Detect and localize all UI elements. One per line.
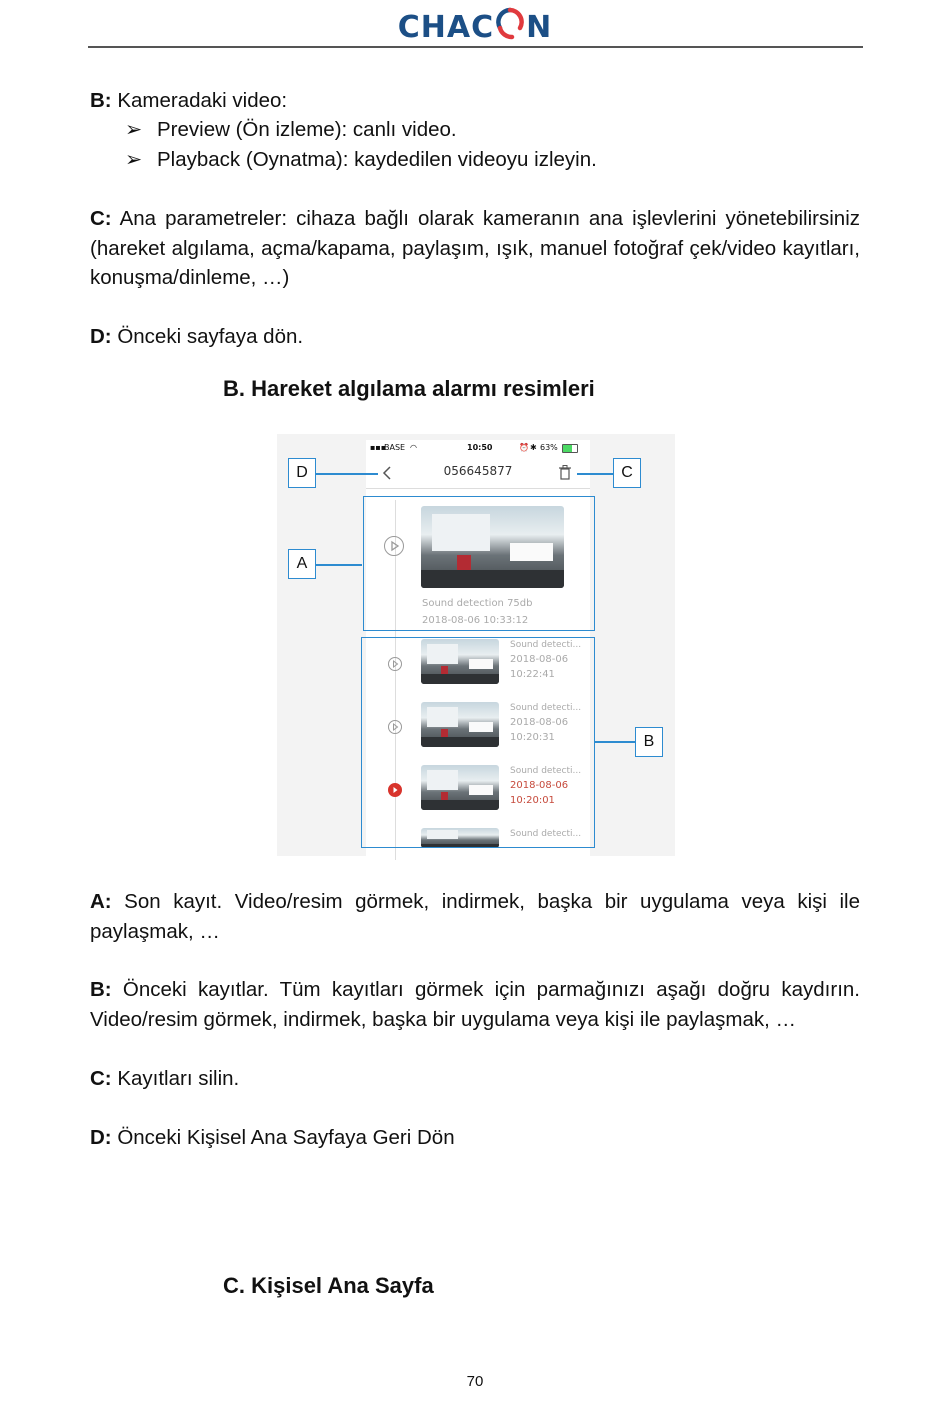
description-c-label: C: [90, 1067, 112, 1090]
logo-o-icon [495, 6, 525, 36]
callout-arrow-c [577, 473, 613, 475]
section-c [90, 204, 860, 293]
main-record-date: 2018-08-06 10:33:12 [422, 615, 529, 626]
description-b-label: B: [90, 978, 112, 1001]
section-d-text: Önceki sayfaya dön. [111, 325, 304, 348]
description-b-text: Önceki kayıtlar. Tüm kayıtları görmek için parmağınızı aşağı doğru kaydırın. Video/resim görmek, indirmek, başka bir uygulama veya kişi ile paylaşmak, … [90, 978, 860, 1031]
signal-icon: ▪▪▪ [370, 443, 387, 452]
description-a-label: A: [90, 890, 112, 913]
description-b [90, 975, 860, 1034]
logo-text-right: N [526, 10, 553, 45]
wifi-icon: ◠ [410, 443, 417, 452]
page-number: 70 [466, 1373, 484, 1390]
app-screenshot-figure [277, 434, 675, 856]
callout-label-c: C [613, 458, 641, 488]
description-d-text: Önceki Kişisel Ana Sayfaya Geri Dön [111, 1126, 455, 1149]
record-time: 10:22:41 [510, 669, 555, 680]
section-b-label: B: [90, 89, 112, 112]
description-a-text: Son kayıt. Video/resim görmek, indirmek, başka bir uygulama veya kişi ile paylaşmak, … [90, 890, 860, 943]
battery-icon [562, 444, 578, 453]
logo-text-left: CHAC [397, 10, 495, 45]
callout-box-b [361, 637, 595, 848]
heading-personal-home: C. Kişisel Ana Sayfa [223, 1273, 434, 1298]
main-record-label: Sound detection 75db [422, 598, 533, 609]
section-d-label: D: [90, 325, 112, 348]
title-bar [366, 456, 590, 489]
callout-box-a [363, 496, 595, 631]
record-label: Sound detecti... [510, 703, 582, 713]
section-c-text: Ana parametreler: cihaza bağlı olarak kameranın ana işlevlerini yönetebilirsiniz (hareket algılama, açma/kapama, paylaşım, ışık, manuel fotoğraf çek/video kayıtları, konuşma/dinleme, …) [90, 207, 860, 289]
bullet-arrow-icon: ➢ [125, 148, 143, 171]
description-d-label: D: [90, 1126, 112, 1149]
status-time: 10:50 [467, 443, 493, 452]
trash-icon[interactable] [559, 465, 571, 480]
device-id-title: 056645877 [443, 464, 513, 478]
carrier-name: BASE [384, 443, 406, 452]
record-time: 10:20:31 [510, 732, 555, 743]
callout-label-b: B [635, 727, 663, 757]
bullet-preview [125, 115, 457, 145]
battery-percent: 63% [540, 443, 558, 452]
description-c [90, 1064, 860, 1094]
record-date: 2018-08-06 [510, 717, 569, 728]
record-date: 2018-08-06 [510, 654, 569, 665]
chacon-logo [0, 6, 950, 45]
record-date: 2018-08-06 [510, 780, 569, 791]
section-b-text: Kameradaki video: [111, 89, 288, 112]
description-a [90, 887, 860, 946]
description-d [90, 1123, 860, 1153]
record-label: Sound detecti... [510, 829, 582, 839]
callout-label-d: D [288, 458, 316, 488]
alarm-icon: ⏰ [519, 443, 529, 452]
bullet-text: Preview (Ön izleme): canlı video. [157, 118, 457, 141]
section-d [90, 322, 860, 352]
heading-alarm-images: B. Hareket algılama alarmı resimleri [223, 376, 595, 401]
status-bar [366, 440, 590, 456]
record-label: Sound detecti... [510, 766, 582, 776]
callout-label-a: A [288, 549, 316, 579]
bullet-arrow-icon: ➢ [125, 118, 143, 141]
callout-arrow-a [316, 564, 362, 566]
bullet-text: Playback (Oynatma): kaydedilen videoyu izleyin. [157, 148, 597, 171]
record-label: Sound detecti... [510, 640, 582, 650]
description-c-text: Kayıtları silin. [111, 1067, 240, 1090]
section-c-label: C: [90, 207, 112, 230]
bullet-playback [125, 145, 597, 175]
bluetooth-icon: ✱ [530, 443, 537, 452]
record-time: 10:20:01 [510, 795, 555, 806]
callout-arrow-d [316, 473, 378, 475]
header-rule [88, 46, 863, 48]
callout-arrow-b [595, 741, 635, 743]
section-b [90, 86, 860, 116]
